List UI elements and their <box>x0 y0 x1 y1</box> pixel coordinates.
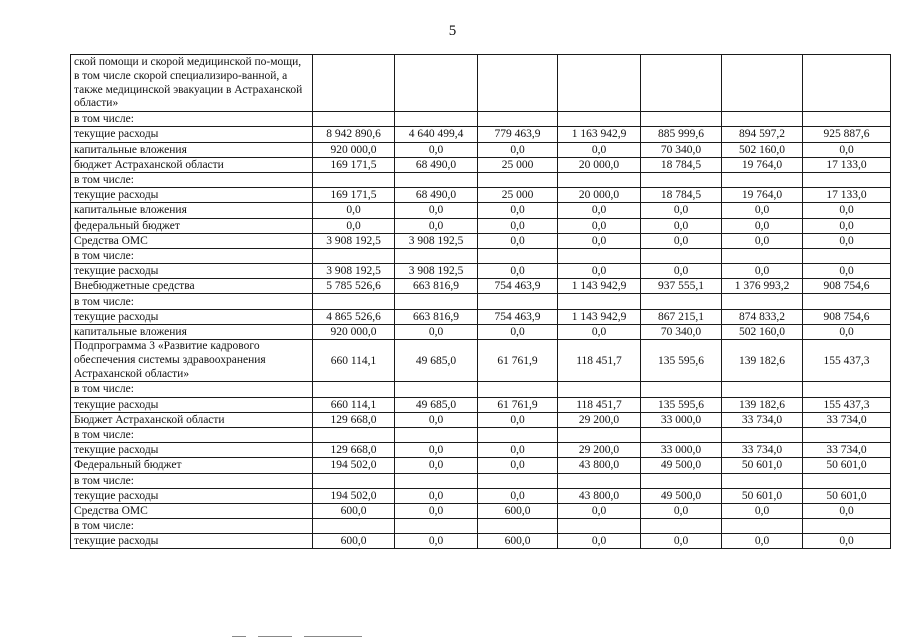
value-cell <box>478 427 558 442</box>
table-row <box>71 458 891 473</box>
value-cell <box>803 382 891 397</box>
value-cell <box>313 427 395 442</box>
value-cell <box>641 473 722 488</box>
value-cell: 0,0 <box>478 233 558 248</box>
table-row <box>71 172 891 187</box>
value-cell: 61 761,9 <box>478 340 558 382</box>
row-label: текущие расходы <box>71 264 313 279</box>
value-cell <box>803 112 891 127</box>
value-cell: 0,0 <box>395 534 478 549</box>
value-cell: 0,0 <box>558 142 641 157</box>
value-cell: 33 000,0 <box>641 412 722 427</box>
value-cell <box>722 172 803 187</box>
table-row <box>71 534 891 549</box>
value-cell: 600,0 <box>478 534 558 549</box>
value-cell: 0,0 <box>803 218 891 233</box>
value-cell: 50 601,0 <box>803 458 891 473</box>
value-cell: 1 163 942,9 <box>558 127 641 142</box>
row-label: в том числе: <box>71 294 313 309</box>
value-cell <box>395 172 478 187</box>
value-cell: 169 171,5 <box>313 157 395 172</box>
value-cell <box>395 55 478 112</box>
table-row <box>71 55 891 112</box>
value-cell: 68 490,0 <box>395 188 478 203</box>
value-cell: 0,0 <box>641 218 722 233</box>
value-cell: 49 685,0 <box>395 397 478 412</box>
value-cell <box>313 519 395 534</box>
row-label: Бюджет Астраханской области <box>71 412 313 427</box>
value-cell: 894 597,2 <box>722 127 803 142</box>
row-label: текущие расходы <box>71 488 313 503</box>
value-cell: 194 502,0 <box>313 488 395 503</box>
value-cell: 135 595,6 <box>641 340 722 382</box>
value-cell: 0,0 <box>641 203 722 218</box>
value-cell: 0,0 <box>395 443 478 458</box>
value-cell: 194 502,0 <box>313 458 395 473</box>
value-cell <box>641 248 722 263</box>
value-cell <box>478 519 558 534</box>
value-cell <box>641 294 722 309</box>
table-row <box>71 127 891 142</box>
row-label: в том числе: <box>71 473 313 488</box>
value-cell: 3 908 192,5 <box>313 264 395 279</box>
value-cell <box>558 427 641 442</box>
value-cell: 754 463,9 <box>478 309 558 324</box>
table-row <box>71 309 891 324</box>
value-cell <box>313 294 395 309</box>
value-cell <box>558 172 641 187</box>
table-row <box>71 279 891 294</box>
value-cell: 0,0 <box>803 233 891 248</box>
value-cell <box>478 382 558 397</box>
value-cell <box>803 248 891 263</box>
value-cell: 0,0 <box>722 264 803 279</box>
value-cell <box>313 382 395 397</box>
value-cell: 0,0 <box>641 503 722 518</box>
value-cell <box>478 112 558 127</box>
table-row <box>71 340 891 382</box>
value-cell: 1 376 993,2 <box>722 279 803 294</box>
row-label: федеральный бюджет <box>71 218 313 233</box>
row-label: бюджет Астраханской области <box>71 157 313 172</box>
value-cell: 0,0 <box>395 412 478 427</box>
row-label: в том числе: <box>71 427 313 442</box>
value-cell: 33 734,0 <box>722 443 803 458</box>
table-row <box>71 264 891 279</box>
value-cell: 17 133,0 <box>803 188 891 203</box>
table-row <box>71 112 891 127</box>
value-cell <box>641 172 722 187</box>
value-cell <box>395 427 478 442</box>
value-cell <box>478 294 558 309</box>
value-cell: 937 555,1 <box>641 279 722 294</box>
value-cell: 0,0 <box>395 458 478 473</box>
row-label: в том числе: <box>71 382 313 397</box>
row-label: Средства ОМС <box>71 503 313 518</box>
value-cell <box>558 294 641 309</box>
value-cell: 0,0 <box>641 534 722 549</box>
value-cell: 139 182,6 <box>722 397 803 412</box>
value-cell: 4 865 526,6 <box>313 309 395 324</box>
value-cell: 908 754,6 <box>803 309 891 324</box>
value-cell: 0,0 <box>803 264 891 279</box>
table-row <box>71 427 891 442</box>
value-cell <box>722 112 803 127</box>
value-cell: 0,0 <box>313 203 395 218</box>
value-cell: 502 160,0 <box>722 142 803 157</box>
value-cell: 1 143 942,9 <box>558 279 641 294</box>
row-label: капитальные вложения <box>71 324 313 339</box>
value-cell: 1 143 942,9 <box>558 309 641 324</box>
value-cell: 29 200,0 <box>558 412 641 427</box>
row-label: капитальные вложения <box>71 203 313 218</box>
value-cell <box>478 55 558 112</box>
page-number: 5 <box>448 23 457 39</box>
value-cell: 3 908 192,5 <box>395 264 478 279</box>
table-row <box>71 488 891 503</box>
value-cell <box>558 519 641 534</box>
value-cell <box>722 519 803 534</box>
table-row <box>71 397 891 412</box>
row-label: в том числе: <box>71 519 313 534</box>
table-row <box>71 233 891 248</box>
row-label: в том числе: <box>71 172 313 187</box>
value-cell: 129 668,0 <box>313 412 395 427</box>
row-label: в том числе: <box>71 112 313 127</box>
value-cell <box>803 519 891 534</box>
value-cell: 0,0 <box>722 203 803 218</box>
value-cell: 61 761,9 <box>478 397 558 412</box>
value-cell: 0,0 <box>395 142 478 157</box>
value-cell: 663 816,9 <box>395 309 478 324</box>
value-cell: 50 601,0 <box>722 458 803 473</box>
table-row <box>71 203 891 218</box>
value-cell <box>722 382 803 397</box>
value-cell <box>395 294 478 309</box>
value-cell: 50 601,0 <box>803 488 891 503</box>
value-cell <box>722 427 803 442</box>
value-cell <box>558 473 641 488</box>
value-cell <box>722 248 803 263</box>
row-label: текущие расходы <box>71 443 313 458</box>
value-cell: 0,0 <box>395 488 478 503</box>
scan-mark <box>304 636 362 637</box>
value-cell: 0,0 <box>803 534 891 549</box>
value-cell: 0,0 <box>803 324 891 339</box>
value-cell: 20 000,0 <box>558 188 641 203</box>
value-cell: 920 000,0 <box>313 142 395 157</box>
value-cell: 874 833,2 <box>722 309 803 324</box>
value-cell: 660 114,1 <box>313 397 395 412</box>
value-cell: 68 490,0 <box>395 157 478 172</box>
value-cell <box>803 427 891 442</box>
table-row <box>71 248 891 263</box>
value-cell <box>641 427 722 442</box>
value-cell: 20 000,0 <box>558 157 641 172</box>
table-row <box>71 382 891 397</box>
value-cell <box>558 248 641 263</box>
table-row <box>71 218 891 233</box>
value-cell <box>313 172 395 187</box>
value-cell: 0,0 <box>478 412 558 427</box>
value-cell: 0,0 <box>558 203 641 218</box>
value-cell <box>722 473 803 488</box>
value-cell <box>722 294 803 309</box>
value-cell: 754 463,9 <box>478 279 558 294</box>
value-cell <box>558 112 641 127</box>
value-cell <box>478 248 558 263</box>
row-label: капитальные вложения <box>71 142 313 157</box>
value-cell: 155 437,3 <box>803 397 891 412</box>
value-cell: 3 908 192,5 <box>395 233 478 248</box>
value-cell <box>803 55 891 112</box>
value-cell: 49 685,0 <box>395 340 478 382</box>
value-cell: 33 000,0 <box>641 443 722 458</box>
value-cell: 0,0 <box>478 443 558 458</box>
value-cell: 49 500,0 <box>641 458 722 473</box>
row-label: в том числе: <box>71 248 313 263</box>
value-cell: 0,0 <box>478 203 558 218</box>
value-cell: 0,0 <box>395 218 478 233</box>
value-cell: 118 451,7 <box>558 397 641 412</box>
value-cell: 0,0 <box>803 142 891 157</box>
value-cell: 0,0 <box>803 503 891 518</box>
row-label: текущие расходы <box>71 534 313 549</box>
table-row <box>71 519 891 534</box>
value-cell: 779 463,9 <box>478 127 558 142</box>
value-cell: 0,0 <box>478 264 558 279</box>
value-cell: 33 734,0 <box>722 412 803 427</box>
value-cell: 0,0 <box>313 218 395 233</box>
value-cell: 4 640 499,4 <box>395 127 478 142</box>
value-cell: 867 215,1 <box>641 309 722 324</box>
row-label: ской помощи и скорой медицинской по-мощи, в том числе скорой специализиро-ванной, а также медицинской эвакуации в Астраханской области» <box>71 55 313 112</box>
value-cell: 50 601,0 <box>722 488 803 503</box>
value-cell: 600,0 <box>313 534 395 549</box>
value-cell: 18 784,5 <box>641 188 722 203</box>
value-cell: 43 800,0 <box>558 458 641 473</box>
value-cell: 0,0 <box>478 458 558 473</box>
value-cell: 0,0 <box>558 233 641 248</box>
row-label: текущие расходы <box>71 188 313 203</box>
row-label: текущие расходы <box>71 127 313 142</box>
value-cell: 49 500,0 <box>641 488 722 503</box>
value-cell: 43 800,0 <box>558 488 641 503</box>
value-cell: 118 451,7 <box>558 340 641 382</box>
value-cell <box>313 473 395 488</box>
table-row <box>71 188 891 203</box>
value-cell: 33 734,0 <box>803 412 891 427</box>
table-row <box>71 142 891 157</box>
value-cell: 25 000 <box>478 157 558 172</box>
value-cell: 70 340,0 <box>641 142 722 157</box>
value-cell: 0,0 <box>558 218 641 233</box>
value-cell: 155 437,3 <box>803 340 891 382</box>
value-cell: 29 200,0 <box>558 443 641 458</box>
value-cell: 19 764,0 <box>722 157 803 172</box>
value-cell: 502 160,0 <box>722 324 803 339</box>
table-row <box>71 412 891 427</box>
table-body <box>71 55 891 549</box>
value-cell: 0,0 <box>558 324 641 339</box>
value-cell: 660 114,1 <box>313 340 395 382</box>
value-cell: 135 595,6 <box>641 397 722 412</box>
value-cell <box>641 112 722 127</box>
value-cell: 8 942 890,6 <box>313 127 395 142</box>
value-cell: 0,0 <box>478 218 558 233</box>
value-cell: 25 000 <box>478 188 558 203</box>
value-cell: 0,0 <box>478 488 558 503</box>
value-cell <box>641 55 722 112</box>
value-cell: 0,0 <box>722 503 803 518</box>
value-cell: 17 133,0 <box>803 157 891 172</box>
value-cell <box>395 248 478 263</box>
value-cell: 3 908 192,5 <box>313 233 395 248</box>
row-label: текущие расходы <box>71 309 313 324</box>
value-cell: 169 171,5 <box>313 188 395 203</box>
value-cell: 925 887,6 <box>803 127 891 142</box>
row-label: Подпрограмма 3 «Развитие кадрового обеспечения системы здравоохранения Астраханской области» <box>71 340 313 382</box>
scan-mark <box>258 636 292 637</box>
table-row <box>71 443 891 458</box>
value-cell <box>558 55 641 112</box>
value-cell: 0,0 <box>395 503 478 518</box>
value-cell: 0,0 <box>558 503 641 518</box>
value-cell: 0,0 <box>395 324 478 339</box>
value-cell <box>313 248 395 263</box>
value-cell: 139 182,6 <box>722 340 803 382</box>
table-row <box>71 503 891 518</box>
value-cell <box>641 519 722 534</box>
value-cell <box>722 55 803 112</box>
row-label: Федеральный бюджет <box>71 458 313 473</box>
table-row <box>71 157 891 172</box>
row-label: текущие расходы <box>71 397 313 412</box>
value-cell <box>803 172 891 187</box>
value-cell <box>558 382 641 397</box>
value-cell: 0,0 <box>395 203 478 218</box>
value-cell: 663 816,9 <box>395 279 478 294</box>
value-cell: 0,0 <box>478 324 558 339</box>
value-cell: 0,0 <box>641 264 722 279</box>
value-cell <box>803 473 891 488</box>
value-cell: 0,0 <box>722 233 803 248</box>
value-cell <box>478 473 558 488</box>
value-cell: 908 754,6 <box>803 279 891 294</box>
value-cell: 19 764,0 <box>722 188 803 203</box>
value-cell: 920 000,0 <box>313 324 395 339</box>
value-cell: 0,0 <box>641 233 722 248</box>
value-cell: 0,0 <box>803 203 891 218</box>
value-cell: 600,0 <box>478 503 558 518</box>
value-cell <box>313 55 395 112</box>
scan-mark <box>232 636 246 637</box>
value-cell: 129 668,0 <box>313 443 395 458</box>
value-cell: 70 340,0 <box>641 324 722 339</box>
value-cell: 18 784,5 <box>641 157 722 172</box>
value-cell: 0,0 <box>478 142 558 157</box>
budget-table <box>70 54 891 549</box>
value-cell: 0,0 <box>558 264 641 279</box>
value-cell <box>803 294 891 309</box>
value-cell <box>395 112 478 127</box>
value-cell <box>395 382 478 397</box>
table-row <box>71 473 891 488</box>
value-cell: 885 999,6 <box>641 127 722 142</box>
value-cell: 0,0 <box>722 218 803 233</box>
value-cell: 600,0 <box>313 503 395 518</box>
value-cell: 0,0 <box>722 534 803 549</box>
value-cell: 5 785 526,6 <box>313 279 395 294</box>
row-label: Внебюджетные средства <box>71 279 313 294</box>
value-cell <box>641 382 722 397</box>
table-row <box>71 324 891 339</box>
value-cell <box>395 473 478 488</box>
value-cell: 33 734,0 <box>803 443 891 458</box>
row-label: Средства ОМС <box>71 233 313 248</box>
value-cell: 0,0 <box>558 534 641 549</box>
value-cell <box>313 112 395 127</box>
value-cell <box>478 172 558 187</box>
table-row <box>71 294 891 309</box>
value-cell <box>395 519 478 534</box>
